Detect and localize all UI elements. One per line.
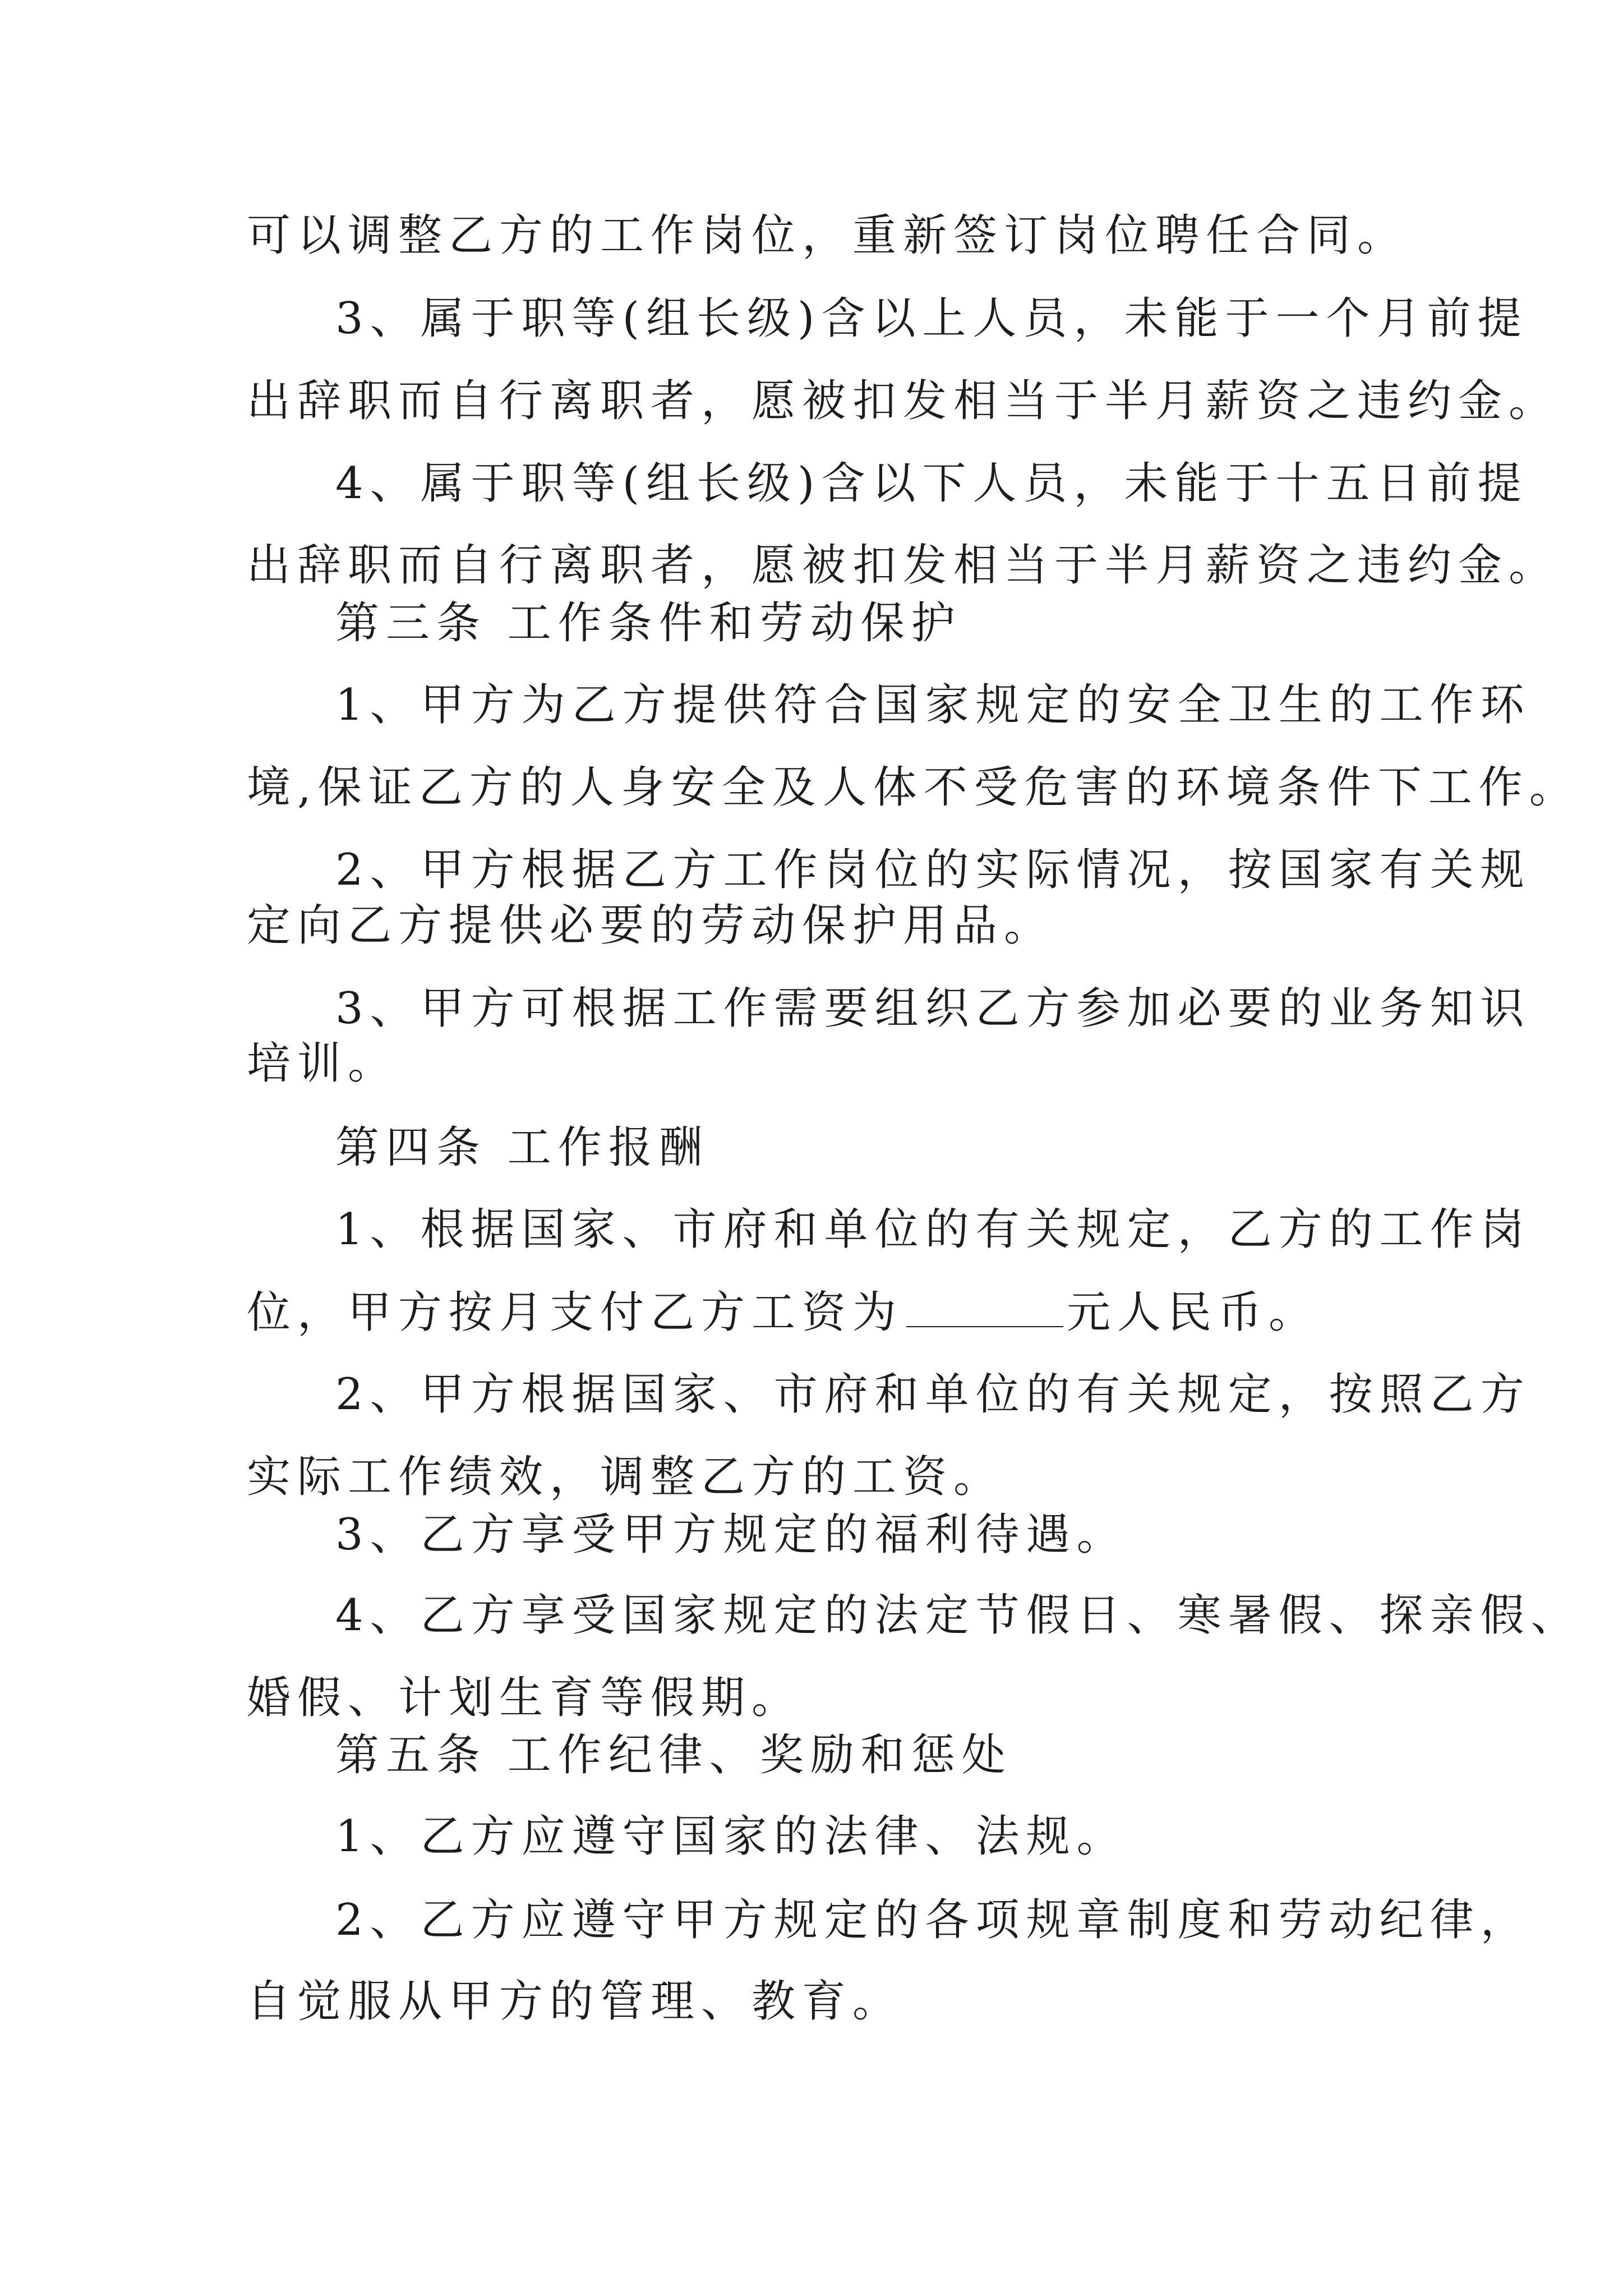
paragraph-line: 出辞职而自行离职者，愿被扣发相当于半月薪资之违约金。 [247,540,1560,591]
paragraph-line: 1、根据国家、市府和单位的有关规定，乙方的工作岗 [335,1204,1531,1255]
salary-blank [906,1287,1063,1327]
paragraph-line: 婚假、计划生育等假期。 [247,1673,803,1723]
paragraph-line: 2、甲方根据国家、市府和单位的有关规定，按照乙方 [335,1369,1531,1420]
paragraph-line: 定向乙方提供必要的劳动保护用品。 [247,900,1055,951]
section-heading: 第三条 工作条件和劳动保护 [335,598,962,648]
paragraph-line: 3、属于职等(组长级)含以上人员，未能于一个月前提 [335,293,1528,344]
paragraph-line-with-blank [247,1285,1319,1341]
paragraph-line: 2、乙方应遵守甲方规定的各项规章制度和劳动纪律， [335,1895,1531,1945]
paragraph-line: 4、乙方享受国家规定的法定节假日、寒暑假、探亲假、 [335,1590,1581,1641]
paragraph-line: 培训。 [247,1038,399,1089]
section-heading: 第四条 工作报酬 [335,1122,709,1173]
paragraph-line: 实际工作绩效，调整乙方的工资。 [247,1452,1004,1502]
paragraph-line: 2、甲方根据乙方工作岗位的实际情况，按国家有关规 [335,845,1531,895]
paragraph-line: 1、乙方应遵守国家的法律、法规。 [335,1811,1127,1862]
paragraph-line: 1、甲方为乙方提供符合国家规定的安全卫生的工作环 [335,680,1531,730]
line-text: 位，甲方按月支付乙方工资为 [247,1287,903,1338]
paragraph-line: 境,保证乙方的人身安全及人体不受危害的环境条件下工作。 [247,762,1580,813]
paragraph-line: 3、甲方可根据工作需要组织乙方参加必要的业务知识 [335,983,1531,1034]
paragraph-line: 自觉服从甲方的管理、教育。 [247,1976,903,2027]
paragraph-line: 3、乙方享受甲方规定的福利待遇。 [335,1510,1127,1560]
section-heading: 第五条 工作纪律、奖励和惩处 [335,1730,1012,1780]
paragraph-line: 4、属于职等(组长级)含以下人员，未能于十五日前提 [335,458,1528,509]
paragraph-line: 出辞职而自行离职者，愿被扣发相当于半月薪资之违约金。 [247,376,1560,426]
paragraph-line: 可以调整乙方的工作岗位，重新签订岗位聘任合同。 [247,210,1408,261]
line-text: 元人民币。 [1067,1287,1320,1338]
